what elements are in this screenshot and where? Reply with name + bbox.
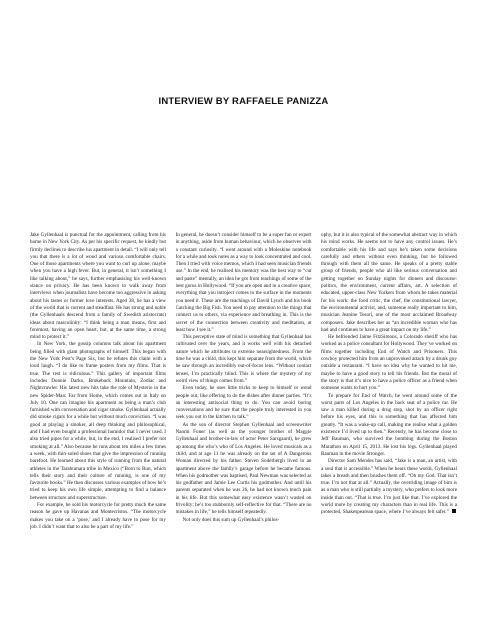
article-paragraph: As the son of director Stephen Gyllenhaal and screenwriter Naomi Foner (as well as the younger brother of Maggie Gyllenhaal and brother-in-law of actor Peter Sarsgaard), he grew up among the who’s who of Los Angeles. He loved musicals as a child, and at age 11 he was already on the set of A Dangerous Woman directed by his father. Steven Soderbergh lived in an apartment above the family’s garage before he became famous. When his godmother was baptised, Paul Newman was selected as his godfather and Jamie Lee Curtis his godmother. And until his parents separated when he was 26, he had not known much pain in his life. But this somewhat easy existence wasn’t wasted on frivolity; he’s too stubbornly self-reflective for that. “There are no mistakes in life,” he tells himself repeatedly. <box>175 421 312 516</box>
article-paragraph: Even today, he uses little tricks to keep to himself or wend people out, like offering to do the dishes after dinner parties. “It’s an interesting antisocial thing to do. You can avoid boring conversations and be sure that the people truly interested in you seek you out in the kitchen to talk.” <box>175 385 312 421</box>
text-column-1 <box>30 232 166 626</box>
article-paragraph: Director Sam Mendes has said, “Jake is a man, an artist, with a soul that is accessible.” When he hears these words, Gyllenhaal takes a breath and then brushes them off. “Oh my God. That isn’t true. I’m not that at all.” Actually, the overriding image of him is as a man who is still partially a mystery, who prefers to look more inside than out. “That is true. I’m just like that. I’ve explored the world more by creating my characters than in real life. This is a protected, Shakespearean space, where I’ve always felt safer.” <box>321 458 457 516</box>
article-paragraph: In New York, the gossip columns talk about his apartment being filled with giant photographs of himself. This began with the New York Post’s Page Six, but he refutes this claim with a loud laugh. “I do like to frame posters from my films. That is true. The rest is ridiculous.” This gallery of important films includes Donnie Darko, Brokeback Mountain, Zodiac and Nightcrawler. His latest new hits take the role of Mysterio in the new Spider-Man: Far from Home, which comes out in Italy on July 10. One can imagine his apartment as being a man’s club furnished with conversation and cigar smoke. Gyllenhaal actually did smoke cigars for a while but without much conviction. “I was good at playing a smoker, all deep thinking and philosophical, and I had even bought a professional humidor that I never used. I also tried pipes for a while, but, in the end, I realised I prefer not smoking at all.” Also because he runs about ten miles a few times a week, with thin-soled shoes that give the impression of running barefoot. He learned about this style of running from the natural athletes in the Tarahumara tribe in Mexico (“Born to Run, which tells their story and their culture of running, is one of my favourite books.” He then discusses various examples of how he’s tried to keep his own life simple, attempting to find a balance between structure and superstructure. <box>30 341 166 501</box>
article-body <box>30 232 457 626</box>
article-paragraph: For example, he sold his motorcycle for pretty much the same reason he gave up Havanas and Montecristos. “The motorcycle makes you take on a ‘pose,’ and I already have to pose for my job. I didn’t want that to also be a part of my life.” <box>30 501 166 530</box>
article-paragraph: This perceptive state of mind is something that Gyllenhaal has cultivated over the years, and it works well with his detached nature which he attributes to extreme nearsightedness. From the time he was a child, this kept him separate from the world, which he saw through an incredibly out-of-focus lens. “Without contact lenses, I’m practically blind. This is where the mystery of my weird view of things comes from.” <box>175 334 312 384</box>
article-paragraph: Jake Gyllenhaal is punctual for the appointment, calling from his home in New York City. As per his specific request, he kindly but firmly declines to describe his apartment in detail. “I will only tell you that there is a lot of wood and various comfortable chairs. One of those apartments where you want to curl up alone, maybe when you have a high fever. But, in general, it isn’t something I like talking about,” he says, further emphasising his well-known stance on privacy. He has been known to walk away from interviews when journalists have become too aggressive in asking about his tastes or former love interests. Aged 38, he has a view of the world that is current and steadfast. He has strong and noble (the Gyllenhaals descend from a family of Swedish aristocrats) ideas about masculinity: “I think being a man means, first and foremost, having an open heart, but, at the same time, a strong mind to protect it.” <box>30 232 166 341</box>
article-paragraph: He befriended Jaime FitzSimons, a Colorado sheriff who has worked as a police consultant for Hollywood. They’ve worked on films together including End of Watch and Prisoners. This cowboy protected him from an unprovoked attack by a drunk guy outside a restaurant. “I have no idea why he wanted to hit me, maybe to have a good story to tell his friends. But the moral of the story is that it’s nice to have a police officer as a friend when someone wants to hurt you.” <box>321 334 457 392</box>
article-paragraph: In general, he doesn’t consider himself to be a super fan or expert in anything, aside from human behaviour, which he observes with a constant curiosity. “I went around with a Moleskine notebook for a while and took notes as a way to look concentrated and cool. Then I tried with voice memos, which I had seen musician friends use.” In the end, he realised his memory was the best way to “cut and paste” mentally, an idea he got from teachings of some of the best gurus in Hollywood. “If you are open and in a creative space, everything that you introject comes to the surface in the moments you need it. These are the teachings of David Lynch and his book Catching the Big Fish. You need to pay attention to the things that connect us to others, via experience and breathing in. This is the secret of the connection between creativity and meditation, at least how I see it.” <box>175 232 312 333</box>
article-paragraph: Not only does this sum up Gyllenhaal’s philos- <box>182 516 280 523</box>
text-column-2 <box>176 232 312 626</box>
article-paragraph: To prepare for End of Watch, he went around some of the worst parts of Los Angeles in the back seat of a police car. He saw a man killed during a drug stop, shot by an officer right before his eyes, and this is something that has affected him greatly. “It was a wake-up call, making me realise what a golden existence I’d lived up to then.” Recently, he has become close to Jeff Bauman, who survived the bombing during the Boston Marathon on April 15, 2013. He lost his legs. Gyllenhaal played Bauman in the movie Stronger. <box>321 392 457 457</box>
article-paragraph: ophy, but it is also typical of the somewhat abstract way in which his mind works. He seems not to have any control issues. He’s comfortable with his life and says he’s taken some decisions carefully and others without even thinking, but he followed through with them all the same. He speaks of a pretty stable group of friends, people who all like serious conversation and getting together on Sunday nights for dinners and discourse: politics, the environment, current affairs, art. A selection of educated, upper-class New Yorkers from whom he takes material for his work: the food critic, the chef, the constitutional lawyer, the environmental activist, and, someone really important to him, musician Jeanine Tesori, one of the most acclaimed Broadway composers. Jake describes her as “an incredible woman who has had and continues to have a great impact on my life.” <box>321 232 457 333</box>
end-of-article-mark-icon <box>452 509 456 513</box>
text-column-3 <box>321 232 457 626</box>
interview-byline: INTERVIEW BY RAFFAELE PANIZZA <box>158 96 329 107</box>
